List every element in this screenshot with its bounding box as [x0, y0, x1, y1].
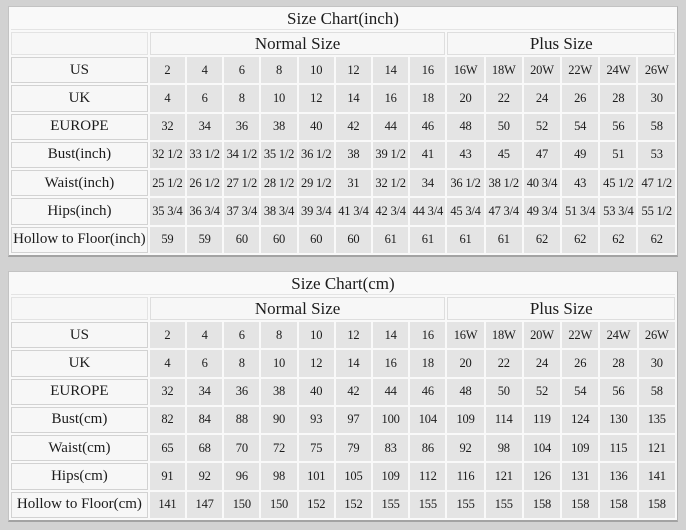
size-cell: 37 3/4 [224, 198, 259, 224]
size-cell: 68 [187, 435, 222, 461]
size-cell: 31 [336, 170, 371, 196]
size-cell: 46 [410, 379, 445, 405]
size-cell: 38 [261, 114, 296, 140]
size-cell: 2 [150, 57, 185, 83]
size-cell: 38 3/4 [261, 198, 296, 224]
size-cell: 40 [299, 114, 334, 140]
size-cell: 59 [187, 227, 222, 253]
table-row [11, 350, 675, 376]
table-row [11, 322, 675, 348]
size-cell: 38 [336, 142, 371, 168]
size-cell: 42 [336, 114, 371, 140]
size-cell: 91 [150, 463, 185, 489]
size-cell: 136 [600, 463, 636, 489]
size-cell: 60 [224, 227, 259, 253]
group-header-normal: Normal Size [150, 297, 446, 320]
row-label: Waist(inch) [11, 170, 148, 196]
size-cell: 59 [150, 227, 185, 253]
size-cell: 32 [150, 379, 185, 405]
size-table [9, 272, 677, 520]
size-cell: 36 3/4 [187, 198, 222, 224]
size-cell: 62 [562, 227, 598, 253]
size-cell: 22W [562, 57, 598, 83]
size-cell: 158 [600, 492, 636, 518]
size-cell: 20 [447, 350, 483, 376]
size-cell: 130 [600, 407, 636, 433]
blank-corner-cell [11, 297, 148, 320]
size-cell: 55 1/2 [638, 198, 675, 224]
size-cell: 155 [410, 492, 445, 518]
size-cell: 79 [336, 435, 371, 461]
size-cell: 44 [373, 379, 408, 405]
size-cell: 42 3/4 [373, 198, 408, 224]
size-cell: 49 3/4 [524, 198, 560, 224]
size-cell: 60 [299, 227, 334, 253]
size-cell: 33 1/2 [187, 142, 222, 168]
size-cell: 60 [336, 227, 371, 253]
size-cell: 28 [600, 350, 636, 376]
size-cell: 50 [486, 114, 522, 140]
size-cell: 97 [336, 407, 371, 433]
size-cell: 47 1/2 [638, 170, 675, 196]
size-cell: 150 [224, 492, 259, 518]
size-cell: 4 [187, 57, 222, 83]
size-cell: 24 [524, 350, 560, 376]
size-cell: 82 [150, 407, 185, 433]
size-cell: 14 [336, 85, 371, 111]
size-cell: 131 [562, 463, 598, 489]
size-cell: 104 [410, 407, 445, 433]
size-cell: 53 [638, 142, 675, 168]
size-cell: 4 [150, 350, 185, 376]
size-cell: 22 [486, 350, 522, 376]
size-cell: 26 1/2 [187, 170, 222, 196]
row-label: UK [11, 350, 148, 376]
size-cell: 2 [150, 322, 185, 348]
size-cell: 141 [150, 492, 185, 518]
size-cell: 41 3/4 [336, 198, 371, 224]
size-cell: 16 [373, 350, 408, 376]
size-cell: 49 [562, 142, 598, 168]
size-cell: 70 [224, 435, 259, 461]
size-cell: 45 [486, 142, 522, 168]
size-cell: 34 [410, 170, 445, 196]
table-row [11, 227, 675, 253]
size-cell: 116 [447, 463, 483, 489]
size-cell: 109 [562, 435, 598, 461]
size-cell: 10 [261, 85, 296, 111]
group-header-plus: Plus Size [447, 32, 675, 55]
size-cell: 112 [410, 463, 445, 489]
size-cell: 45 3/4 [447, 198, 483, 224]
size-cell: 36 [224, 114, 259, 140]
size-cell: 47 [524, 142, 560, 168]
size-cell: 35 3/4 [150, 198, 185, 224]
size-cell: 58 [638, 114, 675, 140]
size-cell: 43 [562, 170, 598, 196]
size-cell: 36 [224, 379, 259, 405]
size-cell: 22W [562, 322, 598, 348]
size-cell: 62 [638, 227, 675, 253]
size-cell: 10 [299, 57, 334, 83]
size-cell: 12 [336, 57, 371, 83]
size-cell: 18 [410, 85, 445, 111]
table-title: Size Chart(inch) [11, 9, 675, 30]
size-cell: 62 [524, 227, 560, 253]
size-cell: 92 [447, 435, 483, 461]
group-header-plus: Plus Size [447, 297, 675, 320]
size-cell: 26 [562, 85, 598, 111]
size-cell: 124 [562, 407, 598, 433]
row-label: UK [11, 85, 148, 111]
size-cell: 141 [639, 463, 675, 489]
size-cell: 51 [600, 142, 636, 168]
size-cell: 52 [524, 379, 560, 405]
size-cell: 51 3/4 [562, 198, 598, 224]
size-cell: 27 1/2 [224, 170, 259, 196]
row-label: Hips(inch) [11, 198, 148, 224]
row-label: Bust(inch) [11, 142, 148, 168]
size-cell: 54 [562, 114, 598, 140]
size-cell: 56 [600, 114, 636, 140]
size-cell: 152 [299, 492, 334, 518]
size-cell: 83 [373, 435, 408, 461]
size-cell: 22 [486, 85, 522, 111]
size-cell: 104 [524, 435, 560, 461]
size-cell: 35 1/2 [261, 142, 296, 168]
size-cell: 30 [638, 85, 675, 111]
size-cell: 20W [524, 57, 560, 83]
table-row [11, 407, 675, 433]
table-row [11, 463, 675, 489]
row-label: US [11, 57, 148, 83]
table-row [11, 435, 675, 461]
size-cell: 100 [373, 407, 408, 433]
size-cell: 61 [410, 227, 445, 253]
size-cell: 10 [261, 350, 296, 376]
size-cell: 18W [486, 322, 522, 348]
size-chart-cm-panel [8, 271, 678, 522]
size-cell: 40 3/4 [524, 170, 560, 196]
table-row [11, 379, 675, 405]
size-cell: 48 [447, 379, 483, 405]
size-cell: 18W [486, 57, 522, 83]
size-cell: 42 [336, 379, 371, 405]
size-cell: 36 1/2 [299, 142, 334, 168]
size-cell: 32 [150, 114, 185, 140]
table-row [11, 198, 675, 224]
size-cell: 34 1/2 [224, 142, 259, 168]
size-cell: 26 [562, 350, 598, 376]
size-cell: 16W [447, 322, 483, 348]
size-cell: 26W [638, 57, 675, 83]
row-label: EUROPE [11, 114, 148, 140]
size-cell: 86 [410, 435, 445, 461]
size-cell: 48 [447, 114, 483, 140]
size-cell: 28 [600, 85, 636, 111]
size-cell: 52 [524, 114, 560, 140]
size-cell: 44 3/4 [410, 198, 445, 224]
size-cell: 47 3/4 [486, 198, 522, 224]
size-cell: 12 [336, 322, 371, 348]
size-cell: 20 [447, 85, 483, 111]
table-row [11, 85, 675, 111]
size-cell: 109 [447, 407, 483, 433]
size-cell: 20W [524, 322, 560, 348]
size-cell: 115 [600, 435, 636, 461]
size-cell: 61 [486, 227, 522, 253]
row-label: US [11, 322, 148, 348]
size-cell: 4 [150, 85, 185, 111]
size-cell: 101 [299, 463, 334, 489]
size-cell: 126 [524, 463, 560, 489]
size-cell: 93 [299, 407, 334, 433]
size-cell: 24W [600, 57, 636, 83]
size-cell: 114 [486, 407, 522, 433]
size-cell: 26W [639, 322, 675, 348]
size-cell: 6 [224, 57, 259, 83]
size-cell: 98 [261, 463, 296, 489]
size-cell: 34 [187, 379, 222, 405]
size-cell: 61 [373, 227, 408, 253]
size-cell: 6 [224, 322, 259, 348]
row-label: Waist(cm) [11, 435, 148, 461]
size-cell: 4 [187, 322, 222, 348]
size-cell: 119 [524, 407, 560, 433]
table-row [11, 142, 675, 168]
size-cell: 56 [600, 379, 636, 405]
size-cell: 54 [562, 379, 598, 405]
size-cell: 25 1/2 [150, 170, 185, 196]
size-cell: 41 [410, 142, 445, 168]
size-cell: 8 [261, 57, 296, 83]
row-label: Hips(cm) [11, 463, 148, 489]
size-cell: 34 [187, 114, 222, 140]
size-cell: 45 1/2 [600, 170, 636, 196]
size-cell: 44 [373, 114, 408, 140]
size-cell: 10 [299, 322, 334, 348]
size-cell: 121 [639, 435, 675, 461]
size-table [9, 7, 677, 255]
size-cell: 36 1/2 [447, 170, 483, 196]
size-cell: 12 [299, 85, 334, 111]
table-row [11, 114, 675, 140]
size-cell: 105 [336, 463, 371, 489]
size-cell: 8 [261, 322, 296, 348]
size-cell: 109 [373, 463, 408, 489]
size-cell: 53 3/4 [600, 198, 636, 224]
size-cell: 39 3/4 [299, 198, 334, 224]
size-cell: 155 [373, 492, 408, 518]
size-cell: 155 [447, 492, 483, 518]
size-cell: 16 [373, 85, 408, 111]
size-cell: 72 [261, 435, 296, 461]
size-cell: 75 [299, 435, 334, 461]
size-cell: 38 [261, 379, 296, 405]
table-row [11, 57, 675, 83]
size-cell: 121 [486, 463, 522, 489]
size-cell: 28 1/2 [261, 170, 296, 196]
table-row [11, 492, 675, 518]
size-cell: 16W [447, 57, 483, 83]
size-cell: 46 [410, 114, 445, 140]
size-cell: 6 [187, 85, 222, 111]
row-label: Hollow to Floor(cm) [11, 492, 148, 518]
row-label: Hollow to Floor(inch) [11, 227, 148, 253]
size-cell: 50 [486, 379, 522, 405]
size-cell: 32 1/2 [150, 142, 185, 168]
size-cell: 16 [410, 322, 445, 348]
size-cell: 96 [224, 463, 259, 489]
size-cell: 8 [224, 85, 259, 111]
size-cell: 6 [187, 350, 222, 376]
size-cell: 58 [639, 379, 675, 405]
row-label: EUROPE [11, 379, 148, 405]
size-cell: 84 [187, 407, 222, 433]
size-cell: 60 [261, 227, 296, 253]
size-cell: 38 1/2 [486, 170, 522, 196]
table-row [11, 170, 675, 196]
size-cell: 152 [336, 492, 371, 518]
size-cell: 88 [224, 407, 259, 433]
size-cell: 43 [447, 142, 483, 168]
size-cell: 32 1/2 [373, 170, 408, 196]
size-cell: 12 [299, 350, 334, 376]
size-cell: 39 1/2 [373, 142, 408, 168]
size-cell: 98 [486, 435, 522, 461]
size-cell: 24 [524, 85, 560, 111]
size-cell: 40 [299, 379, 334, 405]
size-cell: 92 [187, 463, 222, 489]
size-cell: 147 [187, 492, 222, 518]
size-cell: 61 [447, 227, 483, 253]
size-cell: 14 [373, 57, 408, 83]
size-cell: 62 [600, 227, 636, 253]
size-chart-inch-panel [8, 6, 678, 257]
size-cell: 135 [639, 407, 675, 433]
size-cell: 30 [639, 350, 675, 376]
size-cell: 8 [224, 350, 259, 376]
row-label: Bust(cm) [11, 407, 148, 433]
size-cell: 14 [373, 322, 408, 348]
size-cell: 158 [639, 492, 675, 518]
table-title: Size Chart(cm) [11, 274, 675, 295]
size-cell: 29 1/2 [299, 170, 334, 196]
size-cell: 150 [261, 492, 296, 518]
size-cell: 155 [486, 492, 522, 518]
blank-corner-cell [11, 32, 148, 55]
size-cell: 14 [336, 350, 371, 376]
size-cell: 16 [410, 57, 445, 83]
size-cell: 18 [410, 350, 445, 376]
size-cell: 65 [150, 435, 185, 461]
size-cell: 24W [600, 322, 636, 348]
size-cell: 158 [562, 492, 598, 518]
size-cell: 90 [261, 407, 296, 433]
size-cell: 158 [524, 492, 560, 518]
group-header-normal: Normal Size [150, 32, 446, 55]
